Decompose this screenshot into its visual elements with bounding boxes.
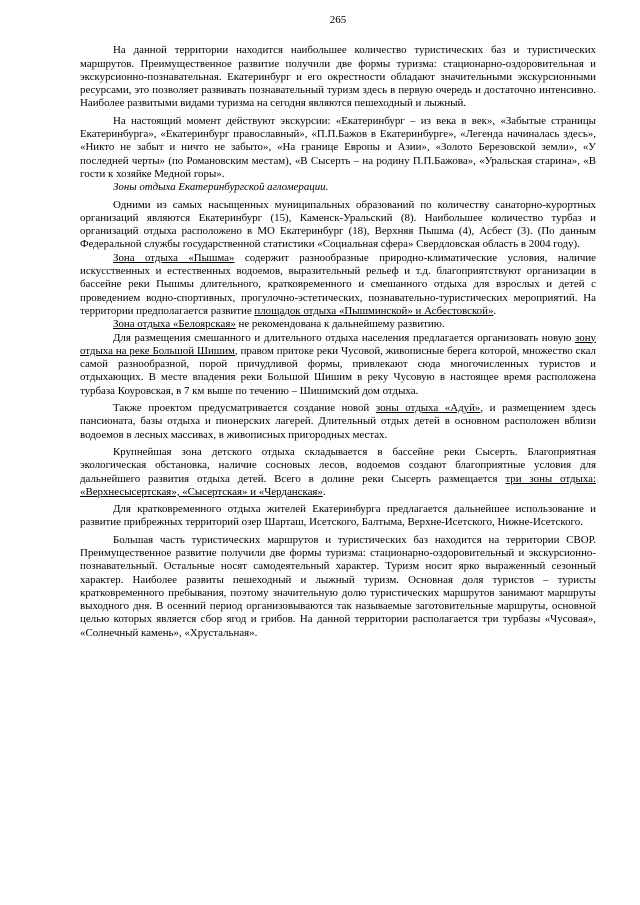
section-heading-recreation-zones: Зоны отдыха Екатеринбургской агломерации. xyxy=(113,181,329,194)
text-run: , и размещением здесь пансионата, базы отдыха и пионерских лагерей. Длительный отдых детей в основном расположен вблизи водоемов в лесных массивах, в живописных пригородных местах. xyxy=(80,402,596,441)
paragraph-aduy-zone xyxy=(80,402,596,442)
paragraph-tourism-overview: На данной территории находится наибольшее количество туристических баз и туристических маршрутов. Преимущественное развитие получили две формы туризма: стационарно-оздоровительная и экскурсионно-познавательная. Екатеринбург и его окрестности обладают значительными экскурсионными ресурсами, это позволяет развивать познавательный туризм здесь в первую очередь и достаточно интенсивно. Наиболее развитыми видами туризма на сегодня являются пешеходный и лыжный. xyxy=(80,44,596,110)
link-text-sysert-zones: три зоны отдыха: «Верхнесысертская», «Сысертская» и «Черданская» xyxy=(80,472,596,498)
paragraph-pyshma-zone xyxy=(80,252,596,318)
paragraph-beloyarskaya-zone xyxy=(80,318,596,331)
text-run: Также проектом предусматривается создание новой xyxy=(113,402,376,415)
link-text-shishim-zone: зону отдыха на реке Большой Шишим xyxy=(80,331,596,357)
page-number: 265 xyxy=(329,14,347,26)
paragraph-svor-tourism: Большая часть туристических маршрутов и туристических баз находится на территории СВОР. Преимущественное развитие получили две формы туризма: стационарно-оздоровительный и экскурсионно-познавательный. Остальные носят самодеятельный характер. Туризм носит ярко выраженный сезонный характер. Наиболее развиты пешеходный и лыжный туризм. Основная доля туристов – туристы кратковременного пребывания, поэтому значительную долю туристических маршрутов занимают маршруты выходного дня. В осенний период организовываются так называемые заготовительные маршруты, основной целью которых является сбор ягод и грибов. На данной территории располагается три турбазы «Чусовая», «Солнечный камень», «Хрустальная». xyxy=(80,533,596,639)
text-run: Крупнейшая зона детского отдыха складывается в бассейне реки Сысерть. Благоприятная экологическая обстановка, наличие сосновых лесов, водоемов создают благоприятные условия для дальнейшего развития отдыха детей. Всего в долине реки Сысерть размещается xyxy=(80,445,596,485)
text-run: , правом притоке реки Чусовой, живописные берега которой, множество скал самой разнообразной, порой причудливой формы, привлекают сюда многочисленных туристов и отдыхающих. В месте впадения реки Большой Шишим в реку Чусовую в настоящее время расположена турбаза Коуровская, в 7 км выше по течению – Шишимский дом отдыха. xyxy=(80,344,596,397)
text-run: содержит разнообразные природно-климатические условия, наличие искусственных и естественных водоемов, выразительный рельеф и т.д. благоприятствуют организации в бассейне реки Пышмы длительного, кратковременного и смешанного отдыха для взрослых и детей с проведением водно-спортивных, прогулочно-эстетических, познавательно-туристических мероприятий. На территории предполагается развитие xyxy=(80,251,596,317)
link-text-beloyarskaya-zone: Зона отдыха «Белоярская» xyxy=(113,318,236,331)
paragraph-lakes: Для кратковременного отдыха жителей Екатеринбурга предлагается дальнейшее использование и развитие прибрежных территорий озер Шарташ, Исетского, Балтыма, Верхне-Исетского, Нижне-Исетского. xyxy=(80,503,596,529)
text-run: . xyxy=(322,485,326,498)
text-run: Для размещения смешанного и длительного отдыха населения предлагается организовать новую xyxy=(113,331,576,344)
link-text-pyshma-zone: Зона отдыха «Пышма» xyxy=(113,251,235,264)
paragraph-sysert-zone xyxy=(80,446,596,499)
link-text-pyshma-sites: площадок отдыха «Пышминской» и Асбестовской» xyxy=(254,304,494,317)
text-run: . xyxy=(493,304,497,317)
paragraph-sanatorium-statistics: Одними из самых насыщенных муниципальных образований по количеству санаторно-курортных организаций являются Екатеринбург (15), Каменск-Уральский (8). Наибольшее количество турбаз и организаций отдыха расположено в МО Екатеринбург (18), Верхняя Пышма (4), Асбест (3). (По данным Федеральной службы государственной статистики «Социальная сфера» Свердловская область в 2004 году). xyxy=(80,198,596,251)
text-run: не рекомендована к дальнейшему развитию. xyxy=(235,318,445,331)
paragraph-excursions: На настоящий момент действуют экскурсии: «Екатеринбург – из века в век», «Забытые страницы Екатеринбурга», «Екатеринбург православный», «П.П.Бажов в Екатеринбурге», «Легенда начиналась здесь», «Никто не забыт и ничто не забыто», «На границе Европы и Азии», «Золото Березовской земли», «У последней черты» (по Романовским местам), «В Сысерть – на родину П.П.Бажова», «Уральская старина», «В гости к хозяйке Медной горы». xyxy=(80,114,596,180)
link-text-aduy-zone: зоны отдыха «Адуй» xyxy=(375,402,481,415)
document-page xyxy=(80,0,596,640)
paragraph-shishim-zone xyxy=(80,332,596,398)
